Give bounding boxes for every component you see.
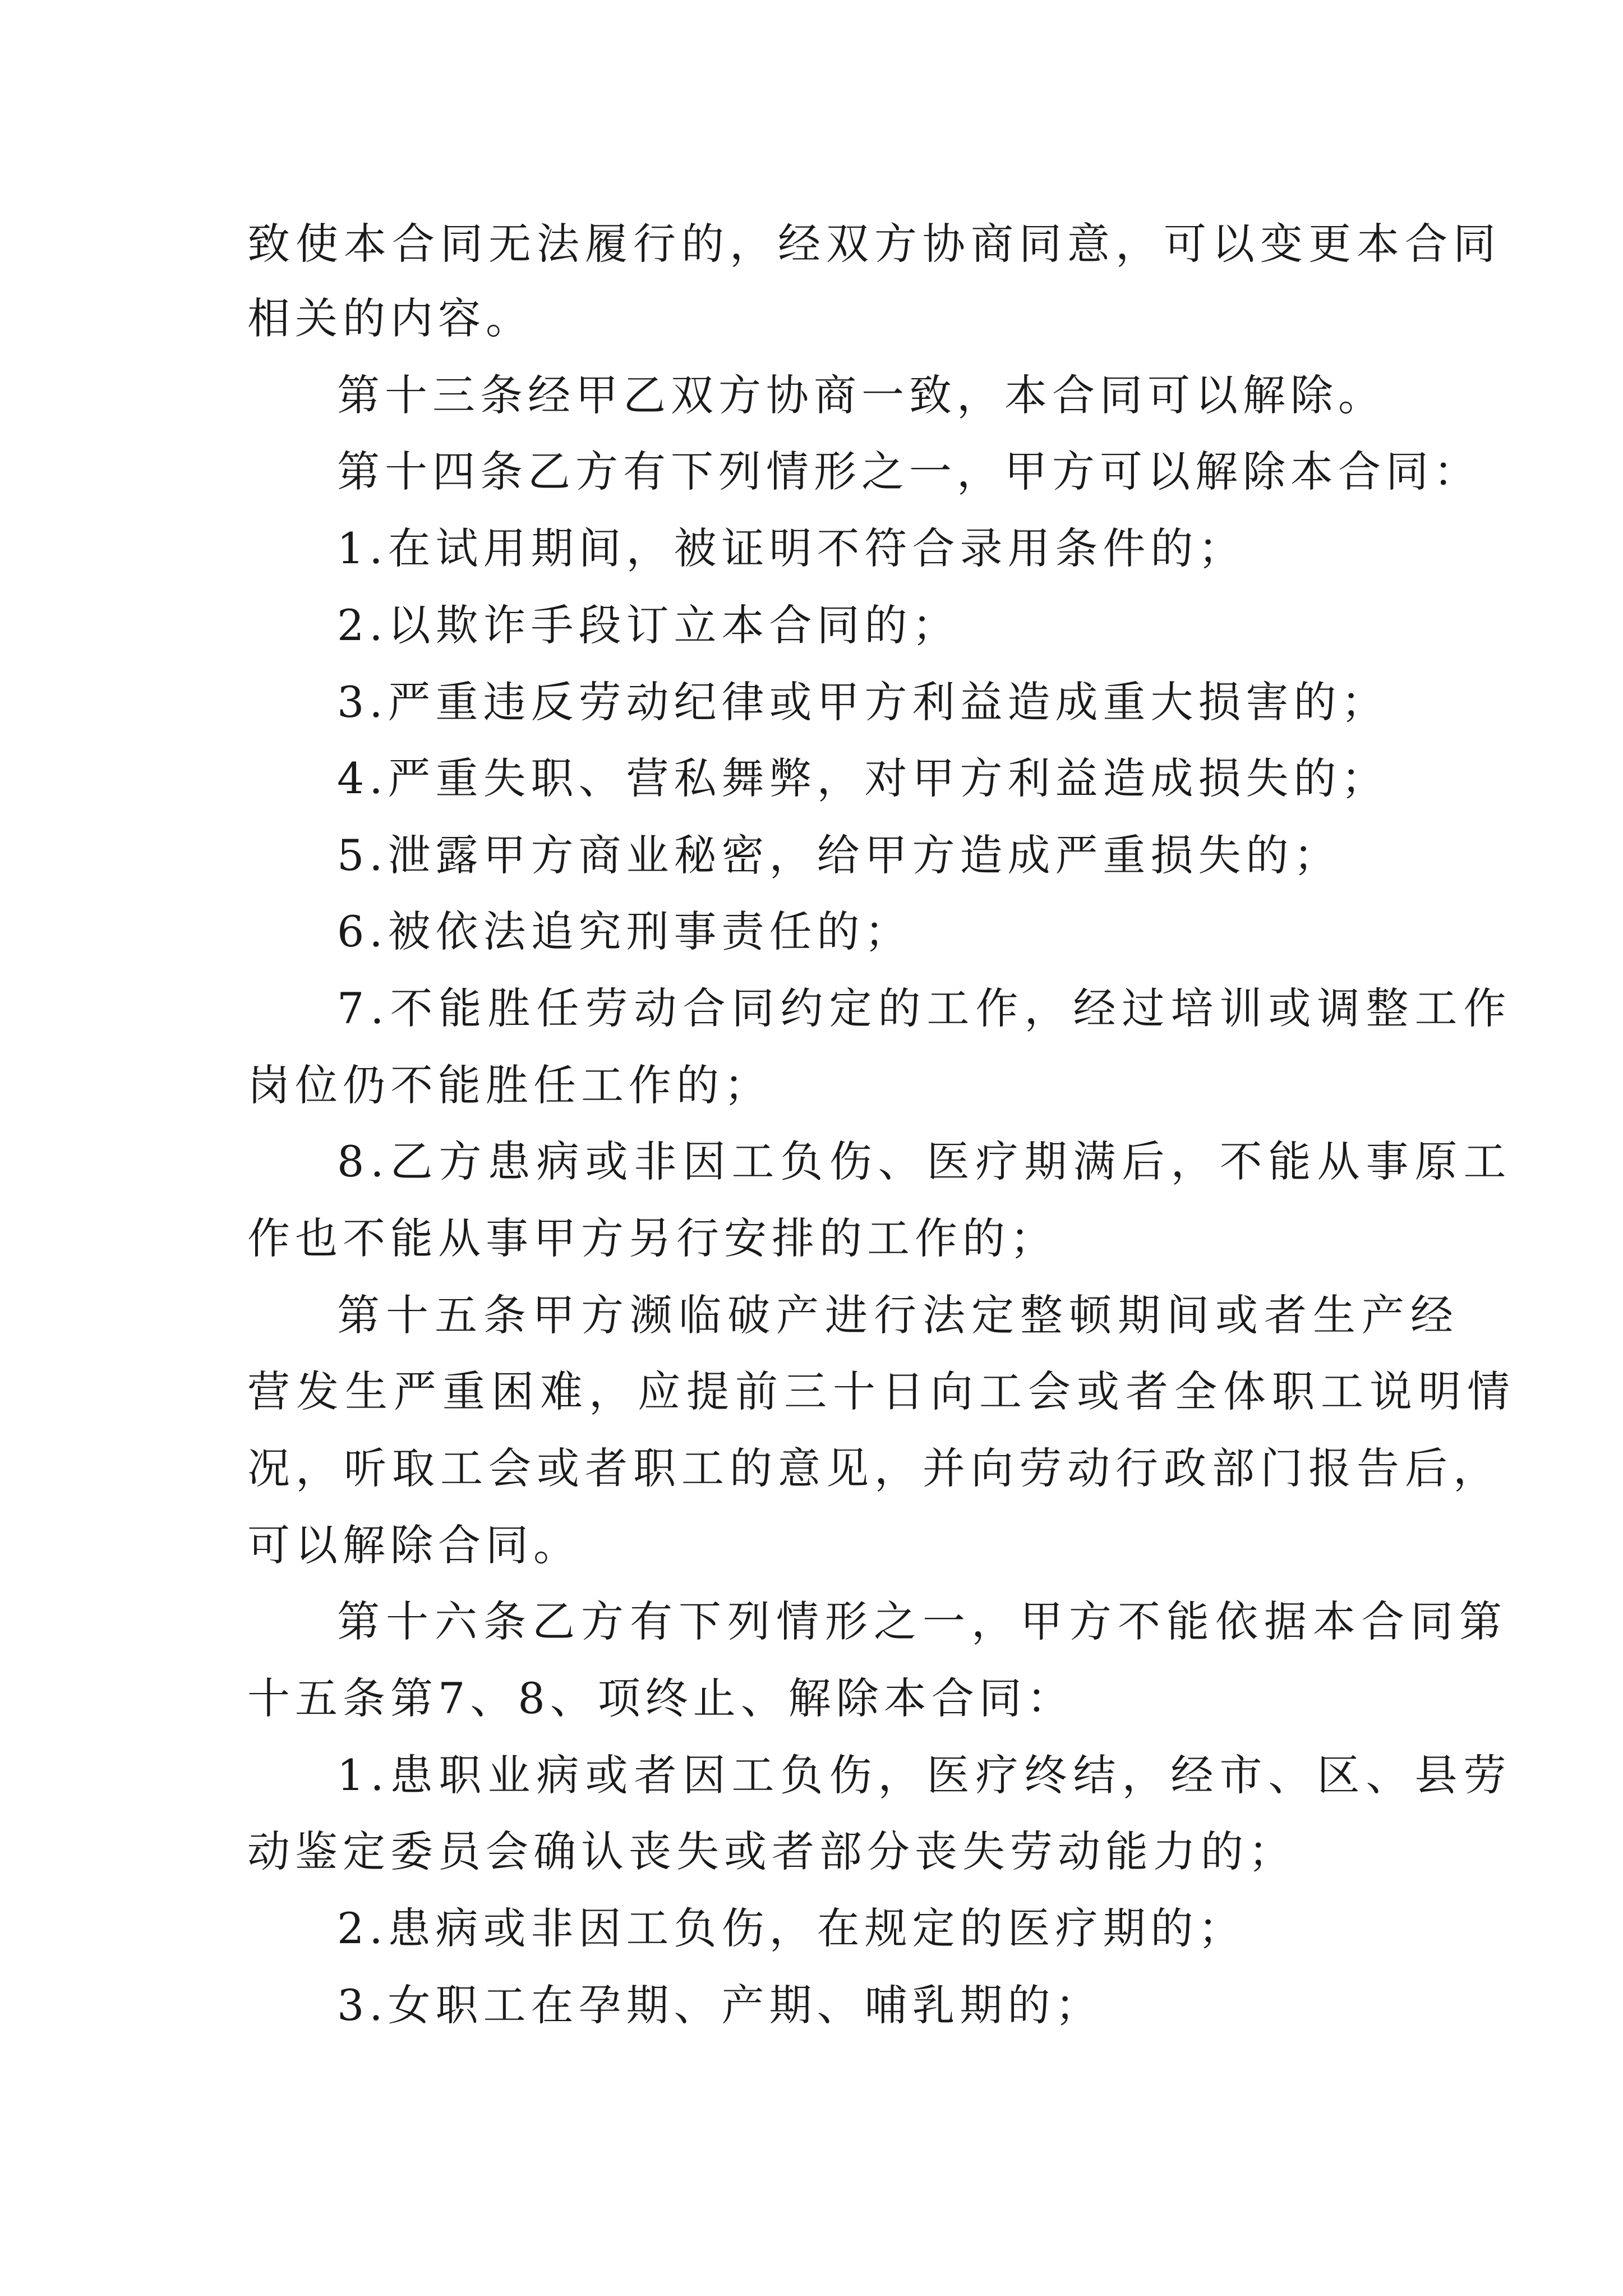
- text-line: 3.严重违反劳动纪律或甲方利益造成重大损害的；: [337, 677, 1389, 727]
- text-line: 营发生严重困难，应提前三十日向工会或者全体职工说明情: [247, 1366, 1516, 1416]
- text-line: 1.在试用期间，被证明不符合录用条件的；: [337, 523, 1246, 573]
- text-line: 况，听取工会或者职工的意见，并向劳动行政部门报告后，: [247, 1443, 1501, 1493]
- text-line: 第十三条经甲乙双方协商一致，本合同可以解除。: [337, 370, 1386, 420]
- text-line: 动鉴定委员会确认丧失或者部分丧失劳动能力的；: [247, 1826, 1296, 1876]
- text-line: 第十六条乙方有下列情形之一，甲方不能依据本合同第: [337, 1596, 1508, 1646]
- text-line: 作也不能从事甲方另行安排的工作的；: [247, 1213, 1058, 1263]
- text-line: 5.泄露甲方商业秘密，给甲方造成严重损失的；: [337, 830, 1341, 880]
- text-line: 7.不能胜任劳动合同约定的工作，经过培训或调整工作: [337, 983, 1513, 1033]
- text-line: 2.以欺诈手段订立本合同的；: [337, 600, 960, 650]
- text-line: 十五条第7、8、项终止、解除本合同：: [247, 1673, 1075, 1723]
- text-line: 1.患职业病或者因工负伤，医疗终结，经市、区、县劳: [337, 1750, 1513, 1800]
- text-line: 4.严重失职、营私舞弊，对甲方利益造成损失的；: [337, 753, 1389, 803]
- text-line: 可以解除合同。: [247, 1520, 581, 1570]
- text-line: 8.乙方患病或非因工负伤、医疗期满后，不能从事原工: [337, 1137, 1513, 1186]
- text-line: 岗位仍不能胜任工作的；: [247, 1060, 772, 1110]
- text-line: 2.患病或非因工负伤，在规定的医疗期的；: [337, 1903, 1246, 1953]
- text-line: 第十五条甲方濒临破产进行法定整顿期间或者生产经: [337, 1290, 1459, 1340]
- text-line: 相关的内容。: [247, 293, 533, 343]
- text-line: 3.女职工在孕期、产期、哺乳期的；: [337, 1980, 1103, 2030]
- text-line: 第十四条乙方有下列情形之一，甲方可以解除本合同：: [337, 447, 1481, 496]
- text-line: 6.被依法追究刑事责任的；: [337, 907, 912, 956]
- text-line: 致使本合同无法履行的，经双方协商同意，可以变更本合同: [247, 219, 1501, 269]
